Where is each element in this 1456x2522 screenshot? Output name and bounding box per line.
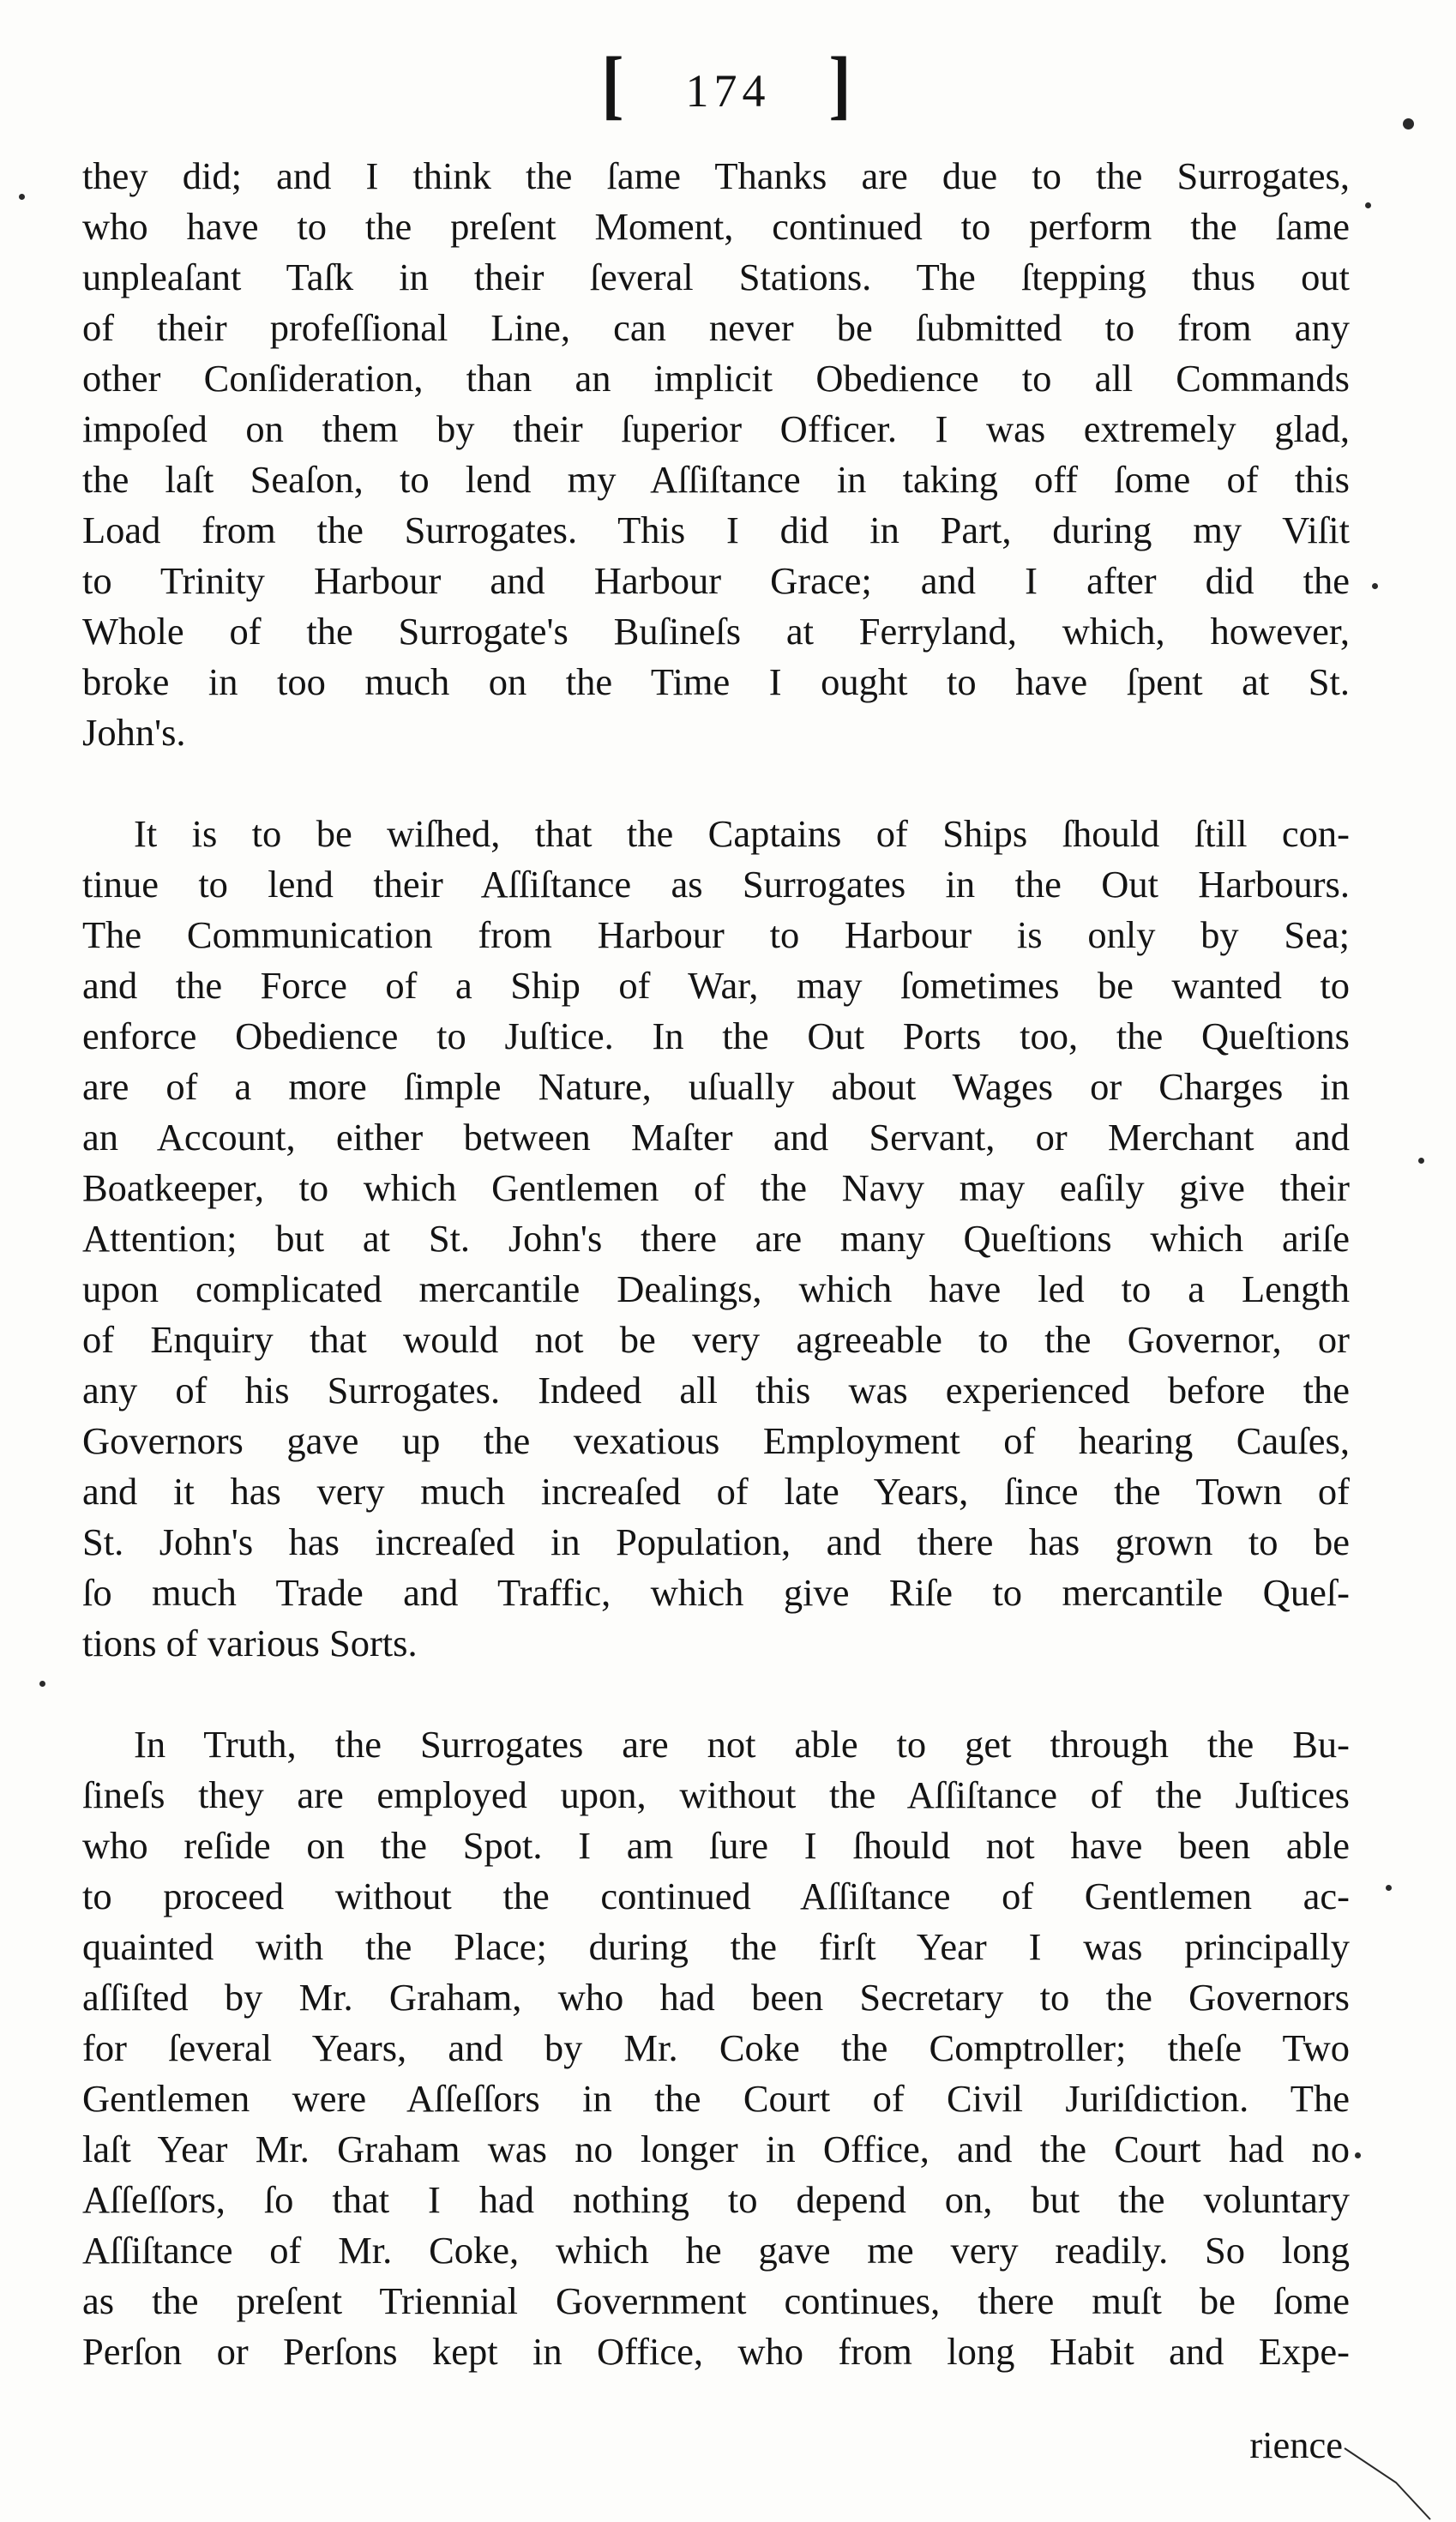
text-line: broke in too much on the Time I ought to have ſpent at St. [82,660,1350,703]
paragraph-2 [82,809,1350,1669]
text-line: ſo much Trade and Traffic, which give Riſe to mercantile Queſ- [82,1571,1350,1614]
text-line: quainted with the Place; during the firſt Year I was principally [82,1925,1350,1968]
text-line: Whole of the Surrogate's Buſineſs at Ferryland, which, however, [82,610,1350,653]
text-line: Boatkeeper, to which Gentlemen of the Navy may eaſily give their [82,1166,1350,1209]
text-line: Governors gave up the vexatious Employment of hearing Cauſes, [82,1419,1350,1462]
text-line: Aſſeſſors, ſo that I had nothing to depend on, but the voluntary [82,2178,1350,2221]
text-line: and the Force of a Ship of War, may ſometimes be wanted to [82,964,1350,1007]
text-line: Aſſiſtance of Mr. Coke, which he gave me very readily. So long [82,2229,1350,2272]
text-line: who reſide on the Spot. I am ſure I ſhould not have been able [82,1824,1350,1867]
text-line: laſt Year Mr. Graham was no longer in Office, and the Court had no [82,2128,1350,2170]
text-line: The Communication from Harbour to Harbour is only by Sea; [82,913,1350,956]
text-line: are of a more ſimple Nature, uſually about Wages or Charges in [82,1065,1350,1108]
text-line: any of his Surrogates. Indeed all this was experienced before the [82,1369,1350,1411]
text-line: Load from the Surrogates. This I did in Part, during my Viſit [82,509,1350,551]
text-line: St. John's has increaſed in Population, and there has grown to be [82,1520,1350,1563]
text-line: John's. [82,711,186,754]
text-line: impoſed on them by their ſuperior Officer. I was extremely glad, [82,407,1350,450]
scan-mark [1336,2444,1439,2521]
text-line: In Truth, the Surrogates are not able to get through the Bu- [134,1723,1350,1766]
text-line: unpleaſant Taſk in their ſeveral Stations. The ſtepping thus out [82,256,1350,298]
text-line: to Trinity Harbour and Harbour Grace; and I after did the [82,559,1350,602]
text-line: the laſt Seaſon, to lend my Aſſiſtance in taking off ſome of this [82,458,1350,501]
text-line: Attention; but at St. John's there are many Queſtions which ariſe [82,1217,1350,1260]
text-line: for ſeveral Years, and by Mr. Coke the Comptroller; theſe Two [82,2026,1350,2069]
text-line: other Conſideration, than an implicit Obedience to all Commands [82,357,1350,400]
text-line: they did; and I think the ſame Thanks are due to the Surrogates, [82,154,1350,197]
scan-speck [1418,1158,1424,1164]
text-line: Gentlemen were Aſſeſſors in the Court of Civil Juriſdiction. The [82,2077,1350,2120]
page-header [0,40,1456,127]
text-line: Perſon or Perſons kept in Office, who from long Habit and Expe- [82,2330,1350,2373]
body-text [82,151,1350,2377]
left-bracket: [ [601,40,628,127]
scan-speck [1372,583,1378,589]
scan-speck [1365,202,1371,208]
text-line: to proceed without the continued Aſſiſtance of Gentlemen ac- [82,1875,1350,1917]
scan-speck [39,1681,45,1687]
catchword: rience [1249,2423,1343,2466]
text-line: aſſiſted by Mr. Graham, who had been Secretary to the Governors [82,1976,1350,2019]
scan-speck [1386,1885,1392,1891]
text-line: enforce Obedience to Juſtice. In the Out Ports too, the Queſtions [82,1014,1350,1057]
text-line: ſineſs they are employed upon, without the Aſſiſtance of the Juſtices [82,1773,1350,1816]
text-line: as the preſent Triennial Government continues, there muſt be ſome [82,2279,1350,2322]
text-line: upon complicated mercantile Dealings, which have led to a Length [82,1267,1350,1310]
paragraph-spacer [82,1669,1350,1719]
scan-speck [1355,2152,1361,2158]
text-line: and it has very much increaſed of late Years, ſince the Town of [82,1470,1350,1513]
text-line: It is to be wiſhed, that the Captains of Ships ſhould ſtill con- [134,812,1350,855]
text-line: of their profeſſional Line, can never be ſubmitted to from any [82,306,1350,349]
text-line: tinue to lend their Aſſiſtance as Surrogates in the Out Harbours. [82,863,1350,906]
text-line: of Enquiry that would not be very agreeable to the Governor, or [82,1318,1350,1361]
right-bracket: ] [828,40,855,127]
paragraph-spacer [82,758,1350,809]
scan-speck [1403,118,1414,129]
paragraph-3 [82,1719,1350,2377]
page-number: 174 [685,65,771,117]
scan-speck [19,194,25,200]
text-line: tions of various Sorts. [82,1622,418,1664]
text-line: who have to the preſent Moment, continued to perform the ſame [82,205,1350,248]
paragraph-1 [82,151,1350,758]
text-line: an Account, either between Maſter and Servant, or Merchant and [82,1116,1350,1159]
